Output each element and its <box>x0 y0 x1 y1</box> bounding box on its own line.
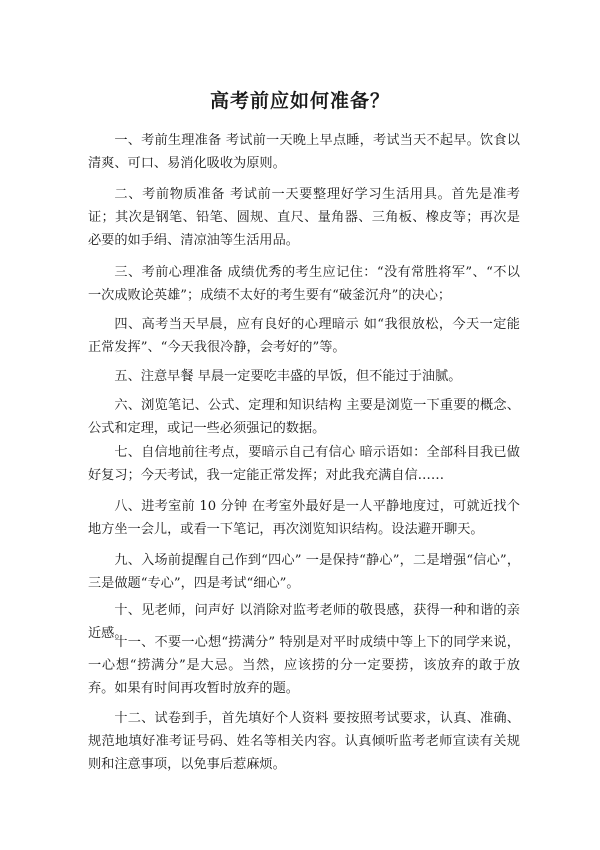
paragraph-3: 三、考前心理准备 成绩优秀的考生应记住：“没有常胜将军”、“不以一次成败论英雄”；成绩不太好的考生要有“破釜沉舟”的决心； <box>88 265 520 303</box>
paragraph-11: 十一、不要一心想“捞满分” 特别是对平时成绩中等上下的同学来说，一心想“捞满分”是大忌。当然，应该捞的分一定要捞，该放弃的敢于放弃。如果有时间再攻暂时放弃的题。 <box>88 635 520 696</box>
paragraph-4: 四、高考当天早晨，应有良好的心理暗示 如“我很放松，今天一定能正常发挥”、“今天我很冷静，会考好的”等。 <box>88 317 520 355</box>
paragraph-6: 六、浏览笔记、公式、定理和知识结构 主要是浏览一下重要的概念、公式和定理，或记一些必须强记的数据。 <box>88 398 520 436</box>
paragraph-7: 七、自信地前往考点，要暗示自己有信心 暗示语如：全部科目我已做好复习；今天考试，我一定能正常发挥；对此我充满自信…… <box>88 445 520 483</box>
paragraph-8: 八、进考室前 10 分钟 在考室外最好是一人平静地度过，可就近找个地方坐一会儿，或看一下笔记，再次浏览知识结构。设法避开聊天。 <box>88 499 520 537</box>
page-title: 高考前应如何准备？ <box>209 90 390 112</box>
paragraph-9: 九、入场前提醒自己作到“四心” 一是保持“静心”，二是增强“信心”，三是做题“专心”，四是考试“细心”。 <box>88 553 520 591</box>
paragraph-12: 十二、试卷到手，首先填好个人资料 要按照考试要求，认真、准确、规范地填好准考证号码、姓名等相关内容。认真倾听监考老师宣读有关规则和注意事项，以免事后惹麻烦。 <box>88 711 520 772</box>
paragraph-10: 十、见老师，问声好 以消除对监考老师的敬畏感，获得一种和谐的亲近感。 <box>88 603 520 641</box>
paragraph-1: 一、考前生理准备 考试前一天晚上早点睡，考试当天不起早。饮食以清爽、可口、易消化吸收为原则。 <box>88 133 520 171</box>
paragraph-2: 二、考前物质准备 考试前一天要整理好学习生活用具。首先是准考证；其次是钢笔、铅笔、圆规、直尺、量角器、三角板、橡皮等；再次是必要的如手绢、清凉油等生活用品。 <box>88 187 520 248</box>
paragraph-5: 五、注意早餐 早晨一定要吃丰盛的早饭，但不能过于油腻。 <box>114 369 462 384</box>
